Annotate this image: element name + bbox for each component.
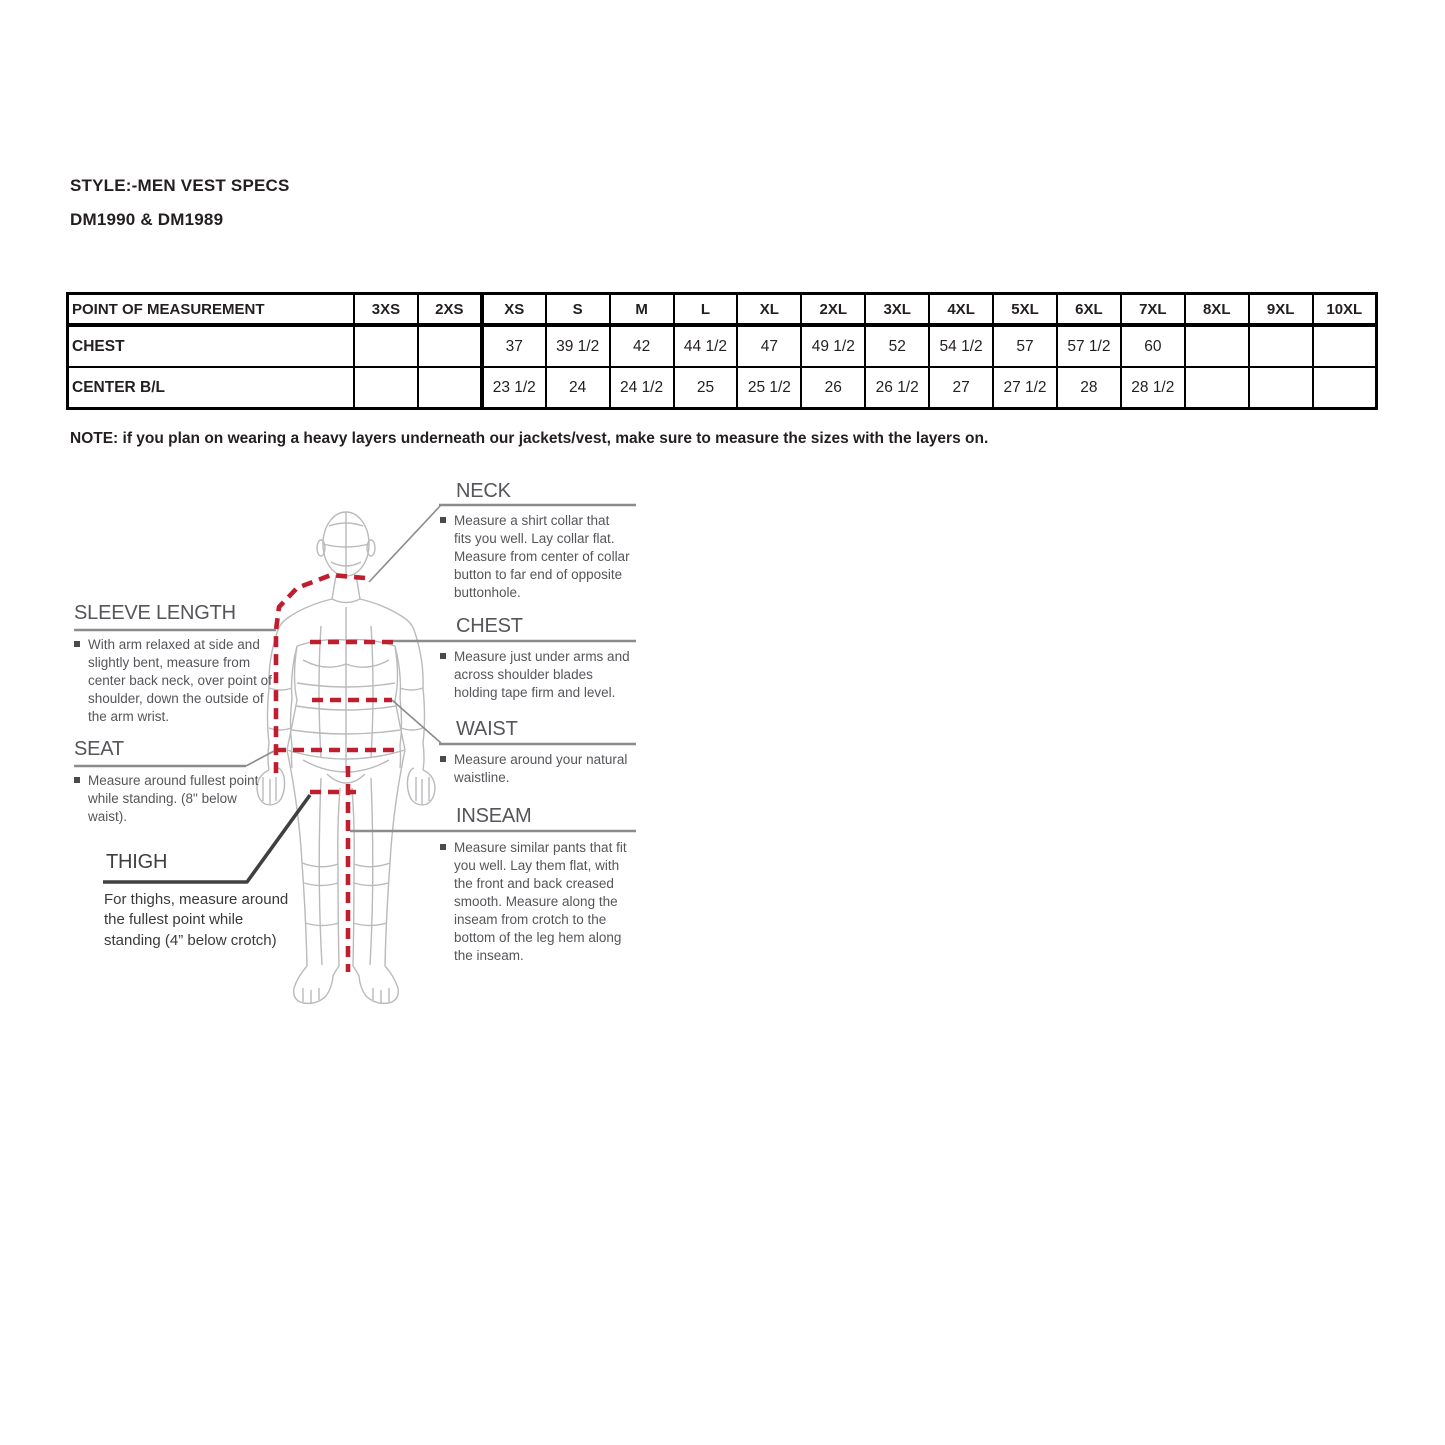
measurement-cell bbox=[354, 367, 418, 409]
col-header-s: S bbox=[546, 294, 610, 326]
thigh-description: For thighs, measure around the fullest point while standing (4” below crotch) bbox=[104, 891, 289, 949]
measurement-cell: 52 bbox=[865, 325, 929, 367]
measurement-cell: 57 bbox=[993, 325, 1057, 367]
row-label: CENTER B/L bbox=[68, 367, 355, 409]
row-label: CHEST bbox=[68, 325, 355, 367]
measurement-cell: 60 bbox=[1121, 325, 1185, 367]
col-header-2xs: 2XS bbox=[418, 294, 482, 326]
measurement-cell: 26 bbox=[801, 367, 865, 409]
doc-title: STYLE:-MEN VEST SPECS bbox=[70, 176, 290, 195]
seat-description: Measure around fullest point while standing. (8" below waist). bbox=[74, 772, 259, 826]
chest-description: Measure just under arms and across shoulder blades holding tape firm and level. bbox=[440, 648, 635, 702]
col-header-8xl: 8XL bbox=[1185, 294, 1249, 326]
table-row bbox=[68, 367, 1377, 409]
size-table-header-row bbox=[68, 294, 1377, 326]
inseam-label: INSEAM bbox=[456, 805, 532, 827]
measurement-cell bbox=[418, 367, 482, 409]
measurement-cell: 25 bbox=[674, 367, 738, 409]
note-text: NOTE: if you plan on wearing a heavy layers underneath our jackets/vest, make sure to measure the sizes with the layers on. bbox=[70, 430, 989, 447]
col-header-l: L bbox=[674, 294, 738, 326]
col-header-point-of-measurement: POINT OF MEASUREMENT bbox=[68, 294, 355, 326]
measurement-cell: 27 bbox=[929, 367, 993, 409]
thigh-label: THIGH bbox=[106, 851, 168, 873]
measurement-diagram bbox=[70, 478, 650, 1026]
measurement-cell: 47 bbox=[737, 325, 801, 367]
measurement-cell: 28 bbox=[1057, 367, 1121, 409]
col-header-9xl: 9XL bbox=[1249, 294, 1313, 326]
measurement-cell: 54 1/2 bbox=[929, 325, 993, 367]
col-header-7xl: 7XL bbox=[1121, 294, 1185, 326]
table-row bbox=[68, 325, 1377, 367]
measurement-cell: 27 1/2 bbox=[993, 367, 1057, 409]
col-header-5xl: 5XL bbox=[993, 294, 1057, 326]
col-header-10xl: 10XL bbox=[1313, 294, 1377, 326]
col-header-2xl: 2XL bbox=[801, 294, 865, 326]
neck-description: Measure a shirt collar that fits you well. Lay collar flat. Measure from center of collar button to far end of opposite buttonhole. bbox=[440, 512, 630, 602]
col-header-4xl: 4XL bbox=[929, 294, 993, 326]
measurement-cell bbox=[1185, 325, 1249, 367]
neck-label: NECK bbox=[456, 480, 511, 502]
measurement-cell bbox=[1249, 367, 1313, 409]
measurement-cell: 25 1/2 bbox=[737, 367, 801, 409]
sleeve-length-description: With arm relaxed at side and slightly bent, measure from center back neck, over point of shoulder, down the outside of the arm wrist. bbox=[74, 636, 274, 726]
measurement-cell: 24 bbox=[546, 367, 610, 409]
inseam-description: Measure similar pants that fit you well. Lay them flat, with the front and back creased smooth. Measure along the inseam from crotch to the bottom of the leg hem along the inseam. bbox=[440, 839, 635, 965]
measurement-cell bbox=[1313, 325, 1377, 367]
measurement-cell: 37 bbox=[482, 325, 546, 367]
measurement-cell: 42 bbox=[610, 325, 674, 367]
measurement-cell: 24 1/2 bbox=[610, 367, 674, 409]
col-header-6xl: 6XL bbox=[1057, 294, 1121, 326]
col-header-xl: XL bbox=[737, 294, 801, 326]
bullet-icon bbox=[440, 844, 446, 850]
measurement-cell bbox=[1249, 325, 1313, 367]
measurement-cell: 26 1/2 bbox=[865, 367, 929, 409]
measurement-cell: 57 1/2 bbox=[1057, 325, 1121, 367]
bullet-icon bbox=[440, 517, 446, 523]
bullet-icon bbox=[74, 641, 80, 647]
measurement-cell: 28 1/2 bbox=[1121, 367, 1185, 409]
waist-label: WAIST bbox=[456, 718, 518, 740]
bullet-icon bbox=[440, 653, 446, 659]
measurement-cell: 23 1/2 bbox=[482, 367, 546, 409]
col-header-m: M bbox=[610, 294, 674, 326]
seat-label: SEAT bbox=[74, 738, 124, 760]
size-table-container bbox=[66, 292, 1378, 410]
neck-pointer-line bbox=[369, 505, 441, 582]
measurement-cell: 39 1/2 bbox=[546, 325, 610, 367]
bullet-icon bbox=[74, 777, 80, 783]
sleeve-length-label: SLEEVE LENGTH bbox=[74, 602, 236, 624]
bullet-icon bbox=[440, 756, 446, 762]
measurement-cell bbox=[1313, 367, 1377, 409]
waist-description: Measure around your natural waistline. bbox=[440, 751, 630, 787]
measurement-cell bbox=[1185, 367, 1249, 409]
col-header-3xl: 3XL bbox=[865, 294, 929, 326]
chest-label: CHEST bbox=[456, 615, 523, 637]
size-table bbox=[66, 292, 1378, 410]
seat-pointer-line bbox=[246, 751, 274, 766]
doc-style-numbers: DM1990 & DM1989 bbox=[70, 210, 224, 229]
measurement-cell: 49 1/2 bbox=[801, 325, 865, 367]
col-header-xs: XS bbox=[482, 294, 546, 326]
measurement-cell: 44 1/2 bbox=[674, 325, 738, 367]
measurement-cell bbox=[354, 325, 418, 367]
measurement-cell bbox=[418, 325, 482, 367]
col-header-3xs: 3XS bbox=[354, 294, 418, 326]
